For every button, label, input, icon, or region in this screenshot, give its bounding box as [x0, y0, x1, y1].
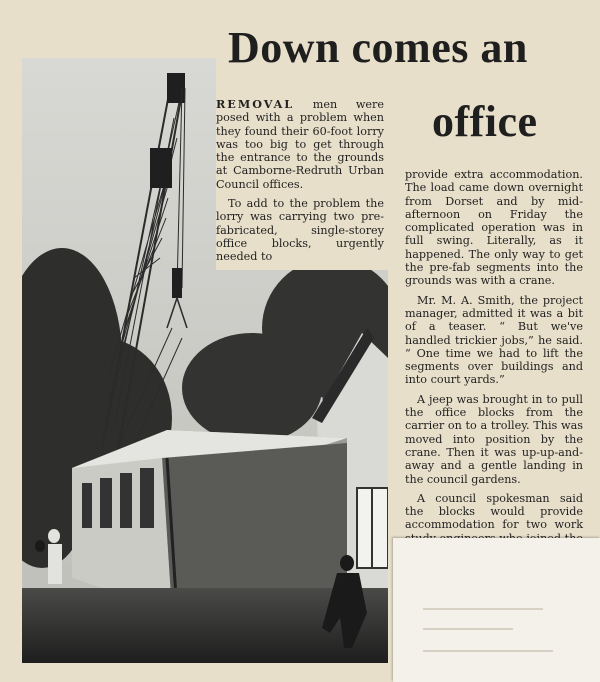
headline-line-2: office — [432, 97, 538, 146]
lead-word: REMOVAL — [216, 97, 295, 111]
faint-text-line — [423, 628, 513, 630]
paragraph-1-text: men were posed with a problem when they found their 60-foot lorry was too big to get through the entrance to the grounds at Camborne-Redruth Urban Council offices. — [216, 98, 384, 191]
article-column-right — [405, 168, 583, 591]
headline-line-1: Down comes an — [228, 23, 528, 72]
faint-text-line — [423, 650, 553, 652]
paragraph-6: A council spokesman said the blocks would provide accommodation for two work — [405, 491, 583, 532]
paragraph-2: To add to the problem the lorry was carrying two pre-fabricated, single-storey office blocks, urgently needed to — [216, 197, 384, 264]
prefab-office-block — [72, 430, 347, 613]
article-column-left — [216, 98, 384, 270]
paragraph-3: provide extra accommodation. The load came down overnight from Dorset and by mid-afternoon on Friday the complicated operation was in full swing. Literally, as it happened. The only way to get the pre-fab segments into the grounds was with a crane. — [405, 168, 583, 288]
paragraph-5: A jeep was brought in to pull the office blocks from the carrier on to a trolley. This was moved into position by the crane. Then it was up-up-and-away and a gentle landing in the council gardens. — [405, 392, 583, 486]
faint-text-line — [423, 608, 543, 610]
paragraph-1 — [216, 98, 384, 191]
taped-paper-scrap — [393, 538, 600, 682]
paragraph-4: Mr. M. A. Smith, the project manager, admitted it was a bit of a teaser. “ But we've handled trickier jobs,” he said. “ One time we had to lift the segments over buildings and into court yards.” — [405, 293, 583, 387]
